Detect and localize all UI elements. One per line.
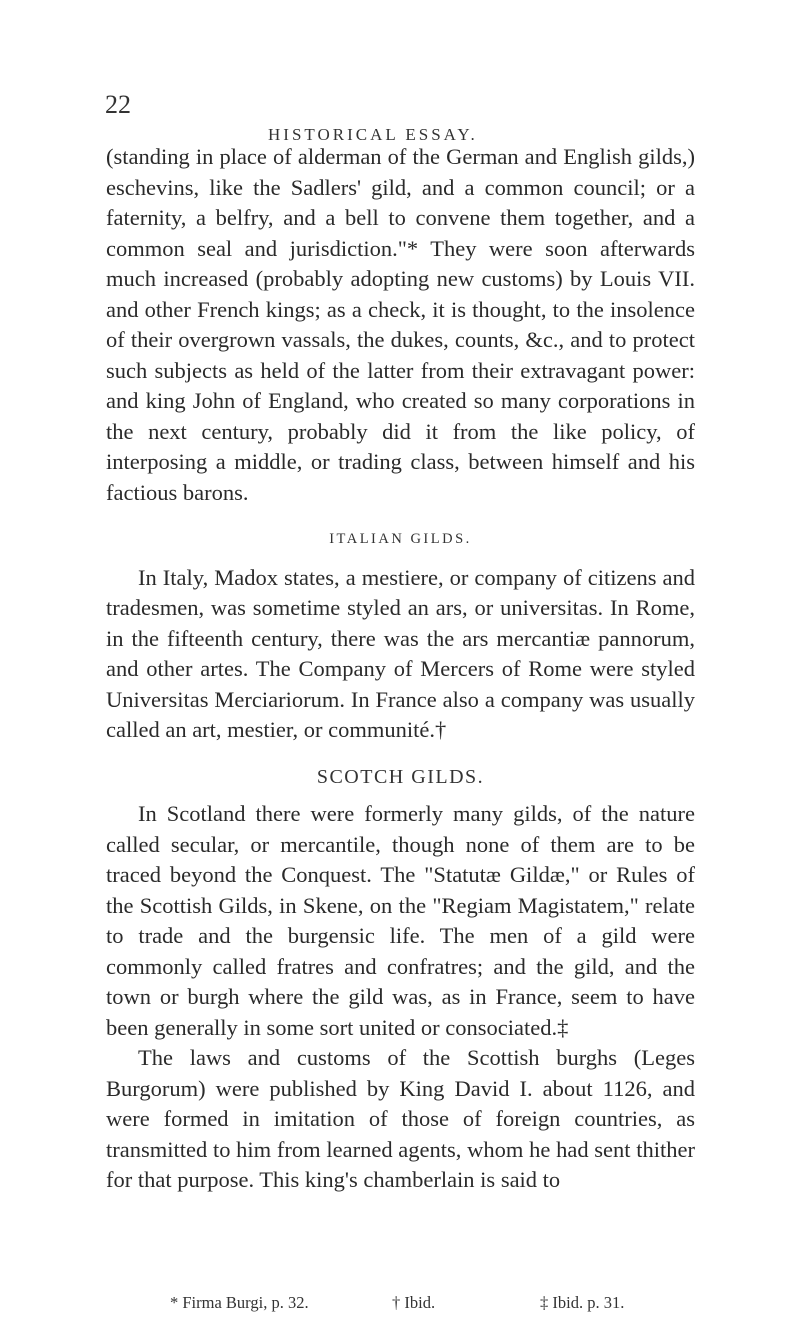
paragraph-1: (standing in place of alderman of the German and English gilds,) eschevins, like the Sadlers' gild, and a common council; or a faternity, a belfry, and a bell to convene them together, and a common seal and jurisdiction."* They were soon afterwards much increased (probably adopting new customs) by Louis VII. and other French kings; as a check, it is thought, to the insolence of their overgrown vassals, the dukes, counts, &c., and to protect such subjects as held of the latter from their extravagant power: and king John of England, who created so many corporations in the next century, probably did it from the like policy, of interposing a middle, or trading class, between himself and his factious barons. — [106, 144, 695, 505]
section-heading-scotch-gilds: SCOTCH GILDS. — [316, 765, 485, 788]
footnote-1: * Firma Burgi, p. 32. — [170, 1293, 309, 1312]
paragraph-2: In Italy, Madox states, a mestiere, or company of citizens and tradesmen, was sometime styled an ars, or universitas. In Rome, in the fifteenth century, there was the ars mercantiæ pannorum, and other artes. The Company of Mercers of Rome were styled Universitas Merciariorum. In France also a company was usually called an art, mestier, or communité.† — [106, 564, 695, 742]
body-text — [106, 142, 695, 1196]
running-head: HISTORICAL ESSAY. — [268, 125, 478, 144]
paragraph-4: The laws and customs of the Scottish burghs (Leges Burgorum) were published by King David I. about 1126, and were formed in imitation of those of foreign countries, as transmitted to him from learned agents, whom he had sent thither for that purpose. This king's chamberlain is said to — [106, 1045, 695, 1192]
page-number: 22 — [105, 90, 131, 119]
footnote-3: ‡ Ibid. p. 31. — [540, 1293, 625, 1312]
footnote-2: † Ibid. — [392, 1293, 436, 1312]
section-heading-italian-gilds: ITALIAN GILDS. — [329, 531, 472, 547]
paragraph-3: In Scotland there were formerly many gilds, of the nature called secular, or mercantile, though none of them are to be traced beyond the Conquest. The "Statutæ Gildæ," or Rules of the Scottish Gilds, in Skene, on the "Regiam Magistatem," relate to trade and the burgensic life. The men of a gild were commonly called fratres and confratres; and the gild, and the town or burgh where the gild was, as in France, seem to have been generally in some sort united or consociated.‡ — [106, 801, 695, 1040]
